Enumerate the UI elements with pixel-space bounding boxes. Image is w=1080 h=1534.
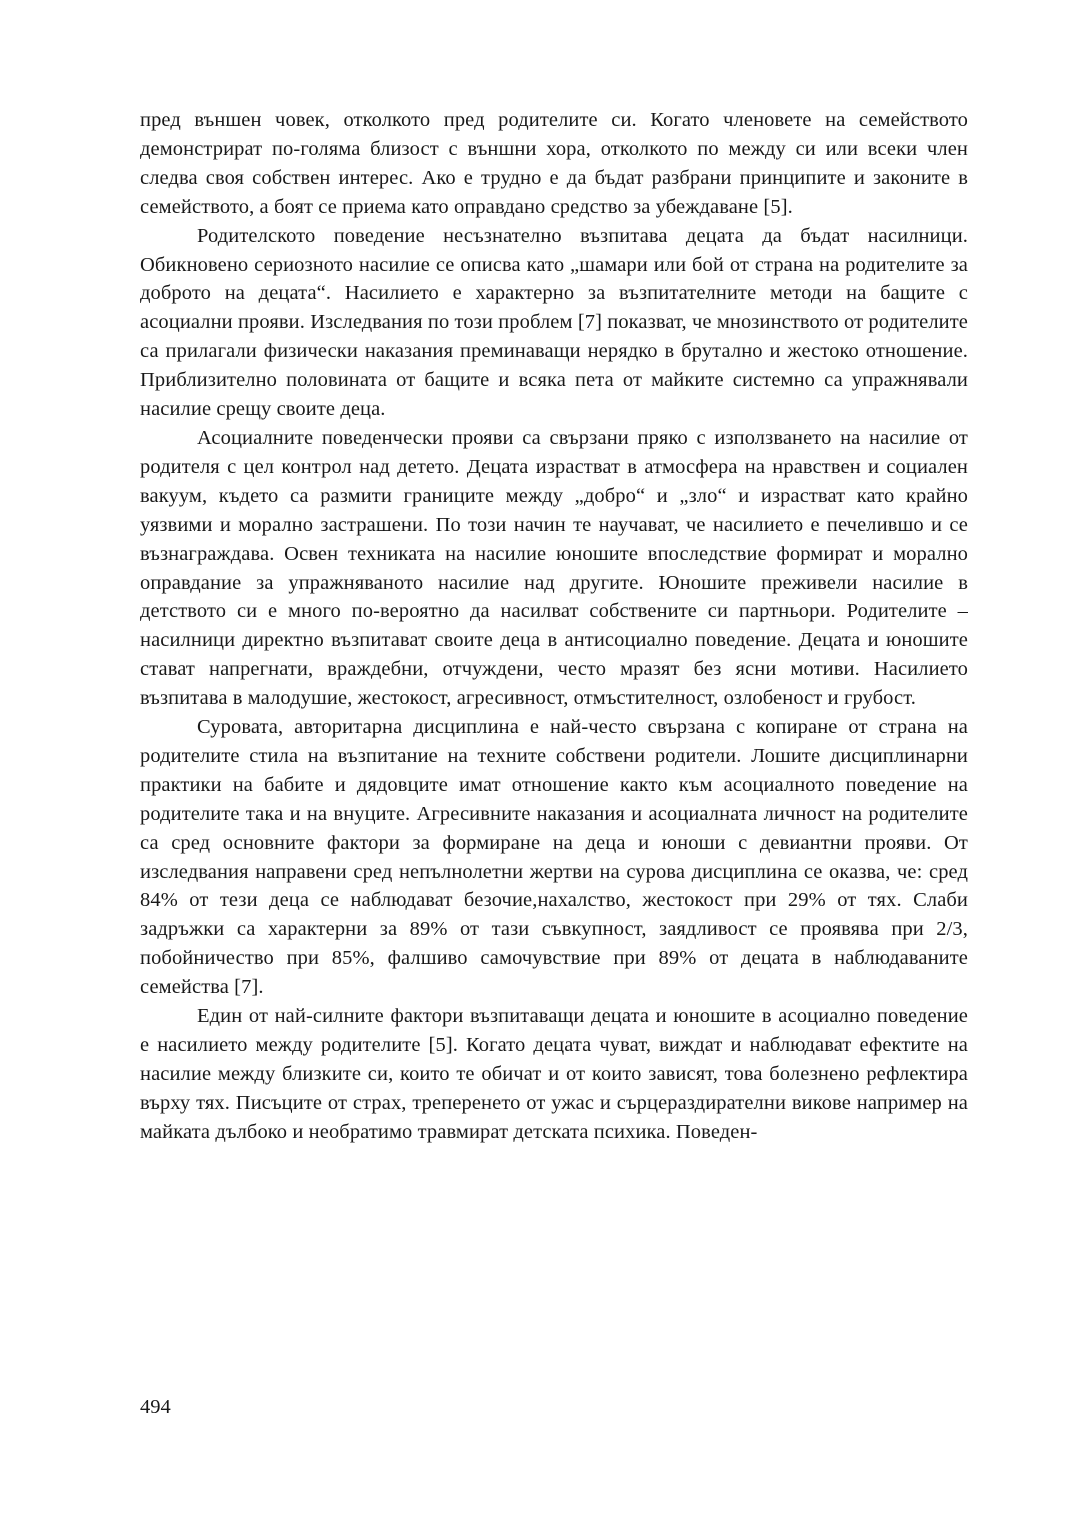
text-block	[140, 106, 968, 1147]
paragraph: Суровата, авторитарна дисциплина е най-често свързана с копиране от страна на родителите стила на възпитание на техните собствени родители. Лошите дисциплинарни практики на бабите и дядовците имат отношение както към асоциалното поведение на родителите така и на внуците. Агресивните наказания и асоциалната личност на родителите са сред основните фактори за формиране на деца и юноши с девиантни прояви. От изследвания направени сред непълнолетни жертви на сурова дисциплина се оказва, че: сред 84% от тези деца се наблюдават безочие,нахалство, жестокост при 29% от тях. Слаби задръжки са характерни за 89% от тази съвкупност, заядливост се проявява при 2/3, побойничество при 85%, фалшиво самочувствие при 89% от децата в наблюдаваните семейства [7].	[140, 716, 968, 999]
paragraph: пред външен човек, отколкото пред родителите си. Когато членовете на семейството демонстрират по-голяма близост с външни хора, отколкото по между си или всеки член следва своя собствен интерес. Ако е трудно е да бъдат разбрани принципите и законите в семейството, а боят се приема като оправдано средство за убеждаване [5].	[140, 109, 968, 218]
paragraph: Един от най-силните фактори възпитаващи децата и юношите в асоциално поведение е насилието между родителите [5]. Когато децата чуват, виждат и наблюдават ефектите на насилие между близките си, които те обичат и от които зависят, това болезнено рефлектира върху тях. Писъците от страх, треперенето от ужас и сърцераздирателни викове например на майката дълбоко и необратимо травмират детската психика. Поведен-	[140, 1005, 968, 1143]
paragraph: Асоциалните поведенчески прояви са свързани пряко с използването на насилие от родителя с цел контрол над детето. Децата израстват в атмосфера на нравствен и социален вакуум, където са размити границите между „добро“ и „зло“ и израстват като крайно уязвими и морално застрашени. По този начин те научават, че насилието е печелившо и се възнаграждава. Освен техниката на насилие юношите впоследствие формират и морално оправдание за упражняваното насилие над другите. Юношите преживели насилие в детството си е много по-вероятно да насилват собствените си партньори. Родителите – насилници директно възпитават своите деца в антисоциално поведение. Децата и юношите стават напрегнати, враждебни, отчуждени, често мразят без ясни мотиви. Насилието възпитава в малодушие, жестокост, агресивност, отмъстителност, озлобеност и грубост.	[140, 426, 968, 710]
paragraph: Родителското поведение несъзнателно възпитава децата да бъдат насилници. Обикновено сериозното насилие се описва като „шамари или бой от страна на родителите за доброто на децата“. Насилието е характерно за възпитателните методи на бащите с асоциални прояви. Изследвания по този проблем [7] показват, че мнозинството от родителите са прилагали физически наказания преминаващи нерядко в брутално и жестоко отношение. Приблизително половината от бащите и всяка пета от майките системно са упражнявали насилие срещу своите деца.	[140, 224, 968, 421]
page-number: 494	[140, 1396, 171, 1418]
